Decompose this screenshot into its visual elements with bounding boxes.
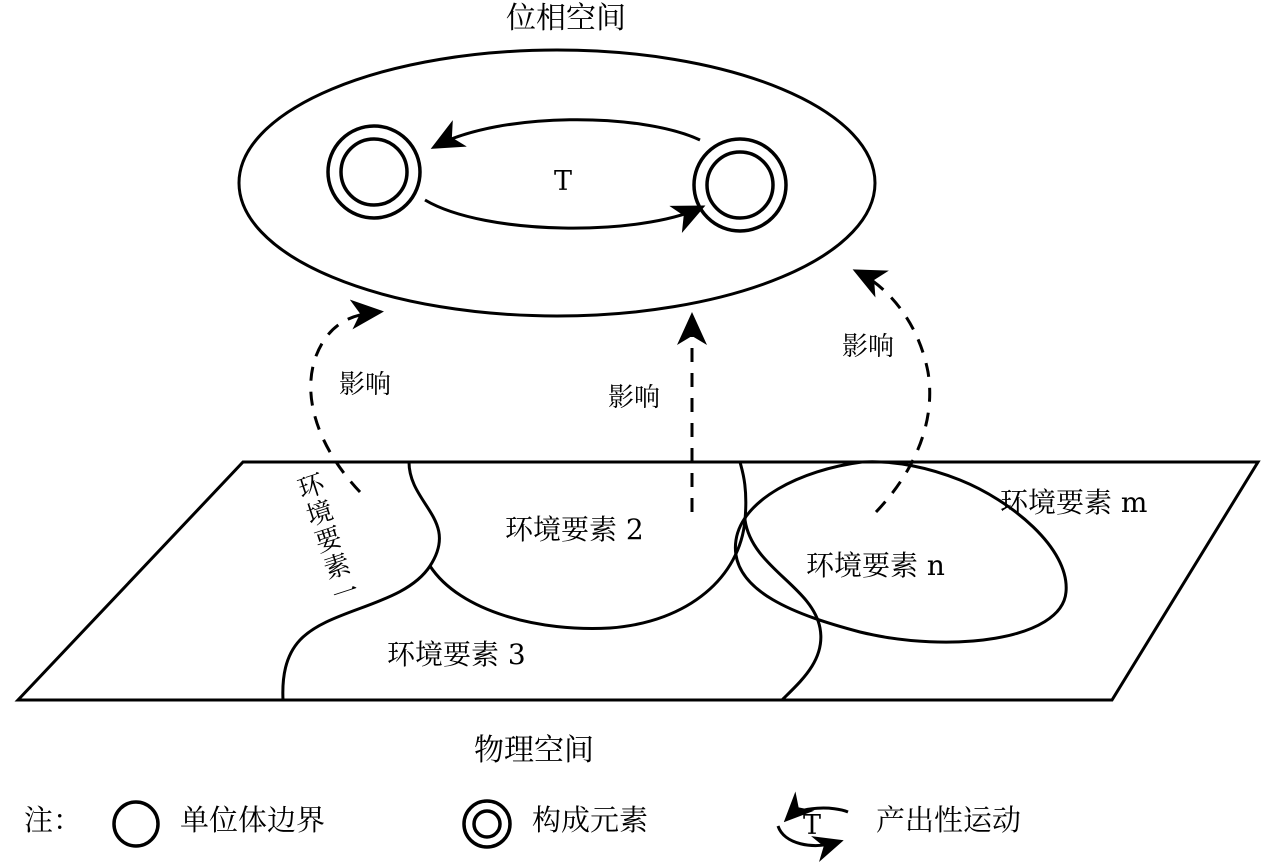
legend-single-circle-icon [114,802,158,846]
environment-element-label-1: 环境要素一 [290,469,362,612]
legend-label-constituent-element: 构成元素 [532,803,649,837]
constituent-element-right-inner [707,152,773,218]
influence-arrow-left [311,312,378,492]
environment-element-label-n: 环境要素 n [806,549,945,582]
influence-arrow-right [858,272,930,512]
transition-label: T [554,166,573,197]
environment-region-divider [745,520,821,700]
legend-label-unit-boundary: 单位体边界 [180,803,326,837]
legend-transition-marker: T [803,810,822,841]
legend-double-circle-icon-outer [464,801,510,847]
physical-space-title: 物理空间 [474,733,594,768]
environment-element-label-3: 环境要素 3 [387,638,526,671]
environment-element-label-m: 环境要素 m [1000,486,1148,519]
transition-arc-top [436,120,700,146]
phase-space-title: 位相空间 [506,1,626,36]
environment-element-label-2: 环境要素 2 [505,513,644,546]
influence-label-center: 影响 [608,383,661,413]
constituent-element-left-inner [341,139,407,205]
influence-label-right: 影响 [842,332,895,362]
influence-label-left: 影响 [339,370,392,400]
legend-label-productive-motion: 产出性运动 [876,803,1022,837]
legend-prefix: 注： [24,803,83,837]
transition-arc-bottom [425,200,700,228]
legend-double-circle-icon-inner [474,811,500,837]
